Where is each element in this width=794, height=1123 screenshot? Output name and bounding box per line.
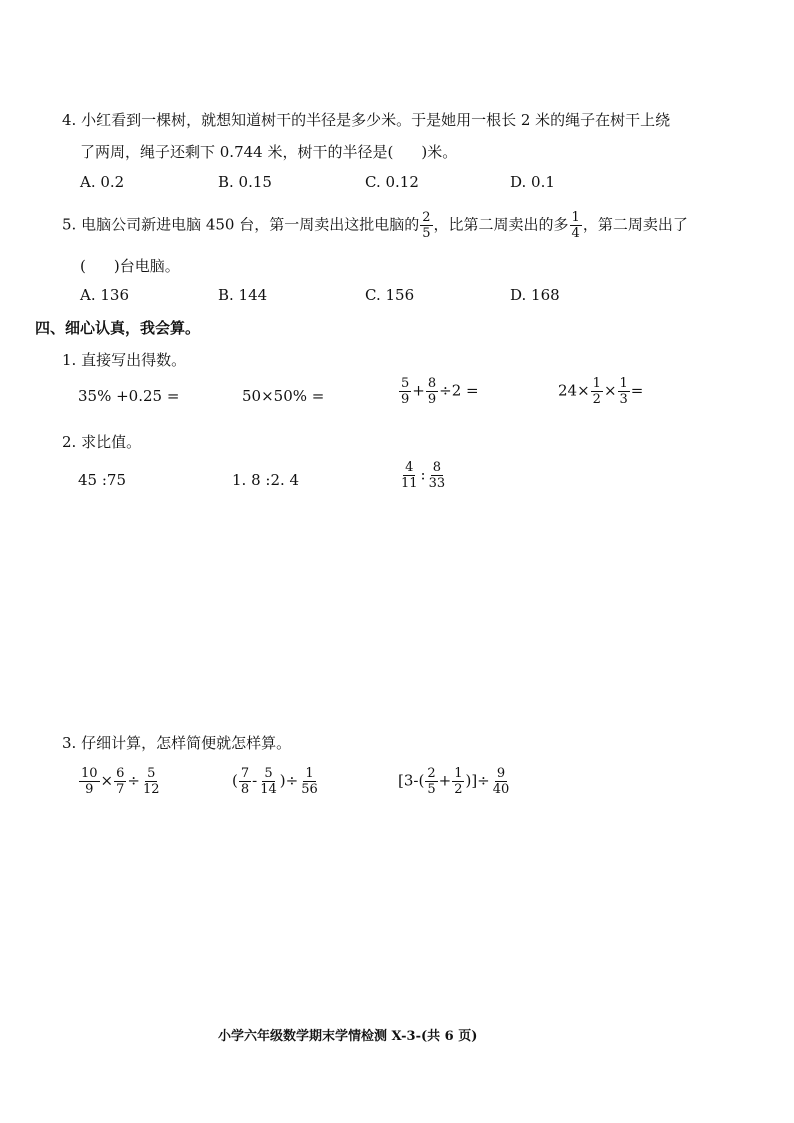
q5-fraction-2-5: $\frac{2}{5}$: [422, 210, 431, 241]
fraction: $\frac{10}{9}$: [81, 766, 98, 797]
fraction: $\frac{8}{33}$: [428, 460, 446, 491]
part-1-title: 1. 直接写出得数。: [62, 351, 187, 369]
fraction: $\frac{8}{9}$: [427, 376, 437, 407]
part-1-expr-1: 35% +0.25 =: [78, 387, 180, 405]
fraction: $\frac{6}{7}$: [116, 766, 125, 797]
fraction: $\frac{9}{40}$: [492, 766, 510, 797]
part-1-expr-3: $\frac{5}{9}$ + $\frac{8}{9}$ ÷2 =: [401, 376, 479, 407]
part-2-expr-1: 45 :75: [78, 471, 126, 489]
q4-option-b[interactable]: B. 0.15: [218, 173, 272, 191]
part-2-title: 2. 求比值。: [62, 433, 142, 451]
page-footer: 小学六年级数学期末学情检测 X-3-(共 6 页): [218, 1029, 478, 1044]
q5-stem-text-3: ，第二周卖出了: [582, 215, 688, 234]
q5-option-c[interactable]: C. 156: [365, 286, 415, 304]
fraction: $\frac{7}{8}$: [240, 766, 250, 797]
q4-stem-text-end: )米。: [421, 143, 458, 161]
part-1-expr-4: 24× $\frac{1}{2}$ × $\frac{1}{3}$ =: [558, 376, 644, 407]
fraction: $\frac{1}{2}$: [592, 376, 601, 407]
fraction: $\frac{5}{12}$: [142, 766, 160, 797]
q5-stem-text-end: )台电脑。: [113, 257, 180, 275]
fraction: $\frac{5}{9}$: [401, 376, 410, 407]
q5-stem-line1: [62, 210, 688, 241]
q5-option-a[interactable]: A. 136: [80, 286, 129, 304]
fraction: $\frac{2}{5}$: [427, 766, 436, 797]
part-3-expr-2: ( $\frac{7}{8}$ - $\frac{5}{14}$ )÷ $\frac{1}{56}$: [232, 766, 318, 797]
part-2-expr-3: $\frac{4}{11}$ : $\frac{8}{33}$: [401, 460, 446, 491]
fraction: $\frac{5}{14}$: [260, 766, 277, 797]
fraction: $\frac{1}{3}$: [619, 376, 628, 407]
part-3-title: 3. 仔细计算，怎样简便就怎样算。: [62, 734, 292, 752]
section-4-title: 四、细心认真，我会算。: [35, 319, 201, 337]
q4-stem-line2: [80, 142, 457, 162]
fraction: $\frac{1}{56}$: [301, 766, 318, 797]
q5-fraction-1-4: $\frac{1}{4}$: [571, 210, 580, 241]
q4-option-a[interactable]: A. 0.2: [80, 173, 125, 191]
q5-stem-text: 5. 电脑公司新进电脑 450 台，第一周卖出这批电脑的: [62, 215, 420, 234]
q4-option-c[interactable]: C. 0.12: [365, 173, 419, 191]
fraction: $\frac{1}{2}$: [454, 766, 463, 797]
q5-option-d[interactable]: D. 168: [510, 286, 560, 304]
q5-paren-open: (: [80, 257, 86, 275]
fraction: $\frac{4}{11}$: [401, 460, 418, 491]
q4-stem-text: 了两周，绳子还剩下 0.744 米，树干的半径是(: [80, 143, 394, 161]
q5-stem-text-2: ，比第二周卖出的多: [433, 215, 569, 234]
part-3-expr-1: $\frac{10}{9}$ × $\frac{6}{7}$ ÷ $\frac{5}{12}$: [81, 766, 160, 797]
q5-option-b[interactable]: B. 144: [218, 286, 268, 304]
q4-stem-line1: 4. 小红看到一棵树，就想知道树干的半径是多少米。于是她用一根长 2 米的绳子在树干上绕: [62, 111, 671, 129]
part-3-expr-3: [3-( $\frac{2}{5}$ + $\frac{1}{2}$ )]÷ $\frac{9}{40}$: [398, 766, 510, 797]
q4-option-d[interactable]: D. 0.1: [510, 173, 555, 191]
q5-stem-line2: [80, 256, 180, 276]
part-2-expr-2: 1. 8 :2. 4: [232, 471, 300, 489]
part-1-expr-2: 50×50% =: [242, 387, 325, 405]
